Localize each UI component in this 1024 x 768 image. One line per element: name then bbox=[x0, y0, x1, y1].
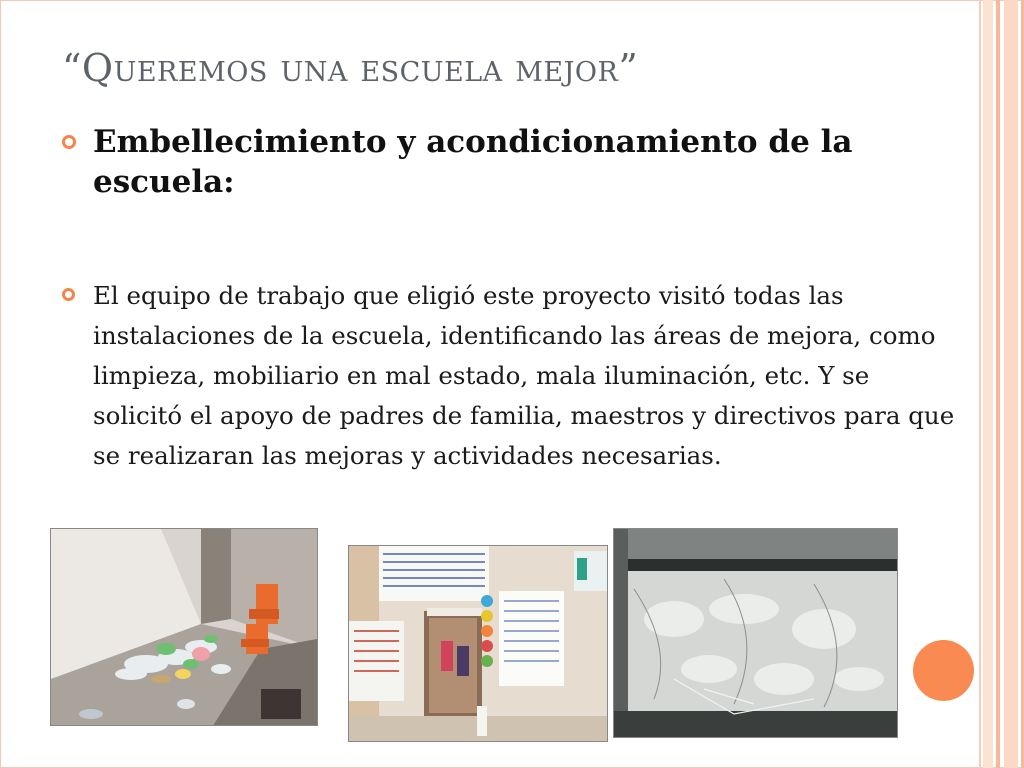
photo-classroom-door bbox=[348, 545, 608, 742]
bullet-body-text: El equipo de trabajo que eligió este proyecto visitó todas las instalaciones de la escuela, identificando las áreas de mejora, como limpieza, mobiliario en mal estado, mala iluminación, etc. Y se solicitó el apoyo de padres de familia, maestros y directivos para que se realizaran las mejoras y actividades necesarias. bbox=[93, 281, 955, 470]
photo-trash-corridor bbox=[50, 528, 318, 726]
decorative-stripes bbox=[968, 0, 1024, 768]
bullet-heading bbox=[62, 122, 962, 202]
photo-broken-window bbox=[613, 528, 898, 738]
decorative-circle bbox=[913, 640, 974, 701]
slide-title: “Queremos una escuela mejor” bbox=[62, 46, 639, 90]
bullet-heading-text: Embellecimiento y acondicionamiento de la escuela: bbox=[93, 124, 853, 200]
bullet-marker-icon bbox=[62, 288, 75, 301]
bullet-marker-icon bbox=[62, 135, 76, 149]
bullet-body bbox=[62, 276, 962, 476]
